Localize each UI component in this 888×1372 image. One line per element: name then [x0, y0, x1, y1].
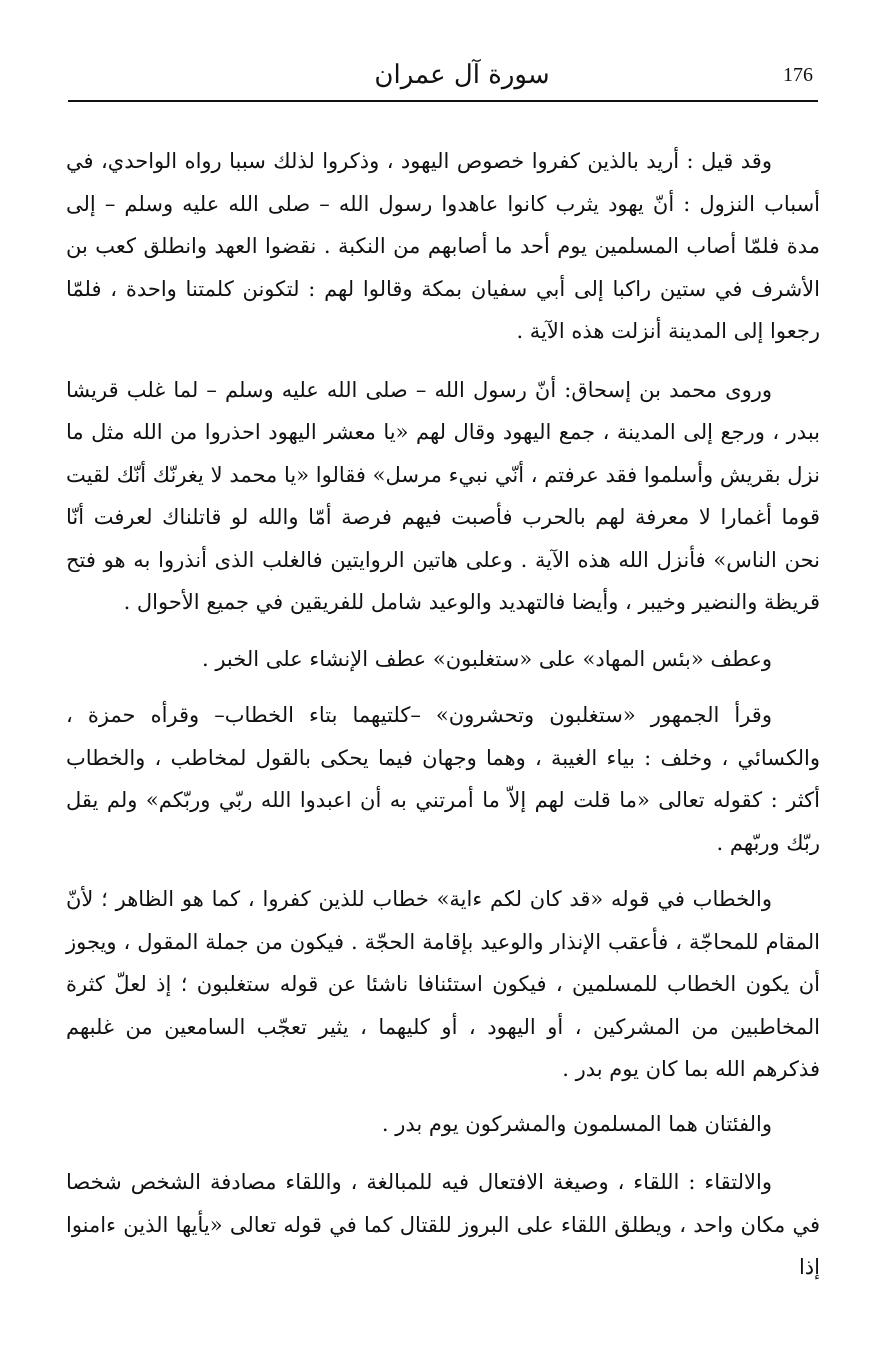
paragraph: وروى محمد بن إسحاق: أنّ رسول الله – صلى الله عليه وسلم – لما غلب قريشا ببدر ، ورجع إلى المدينة ، جمع اليهود وقال لهم «يا معشر اليهود احذروا من الله مثل ما نزل بقريش وأسلموا فقد عرفتم ، أنّي نبيء مرسل» فقالوا «يا محمد لا يغرنّك أنّك لقيت قوما أغمارا لا معرفة لهم بالحرب فأصبت فيهم فرصة أمّا والله لو قاتلناك لعرفت أنّا نحن الناس» فأنزل الله هذه الآية . وعلى هاتين الروايتين فالغلب الذى أنذروا به هو فتح قريظة والنضير وخيبر ، وأيضا فالتهديد والوعيد شامل للفريقين في جميع الأحوال . — [66, 377, 820, 614]
running-title: سورة آل عمران — [374, 60, 550, 90]
paragraph: وقرأ الجمهور «ستغلبون وتحشرون» –كلتيهما بتاء الخطاب– وقرأه حمزة ، والكسائي ، وخلف : بياء الغيبة ، وهما وجهان فيما يحكى بالقول لمخاطب ، والخطاب أكثر : كقوله تعالى «ما قلت لهم إلاّ ما أمرتني به أن اعبدوا الله ربّي وربّكم» ولم يقل ربّك وربّهم . — [66, 703, 820, 855]
page-number: 176 — [783, 64, 813, 86]
paragraph: والالتقاء : اللقاء ، وصيغة الافتعال فيه للمبالغة ، واللقاء مصادفة الشخص شخصا في مكان واحد ، ويطلق اللقاء على البروز للقتال كما في قوله تعالى «يأيها الذين ءامنوا إذا — [66, 1170, 820, 1279]
paragraph: والفئتان هما المسلمون والمشركون يوم بدر . — [381, 1111, 772, 1136]
paragraph: والخطاب في قوله «قد كان لكم ءاية» خطاب للذين كفروا ، كما هو الظاهر ؛ لأنّ المقام للمحاجّة ، فأعقب الإنذار والوعيد بإقامة الحجّة . فيكون من جملة المقول ، ويجوز أن يكون الخطاب للمسلمين ، فيكون استئنافا ناشئا عن قوله ستغلبون ؛ إذ لعلّ كثرة المخاطبين من المشركين ، أو اليهود ، أو كليهما ، يثير تعجّب السامعين من غلبهم فذكرهم الله بما كان يوم بدر . — [66, 887, 820, 1081]
page-body — [66, 140, 820, 1289]
paragraph: وقد قيل : أريد بالذين كفروا خصوص اليهود ، وذكروا لذلك سببا رواه الواحدي، في أسباب النزول : أنّ يهود يثرب كانوا عاهدوا رسول الله – صلى الله عليه وسلم – إلى مدة فلمّا أصاب المسلمين يوم أحد ما أصابهم من النكبة . نقضوا العهد وانطلق كعب بن الأشرف في ستين راكبا إلى أبي سفيان بمكة وقالوا لهم : لتكونن كلمتنا واحدة ، فلمّا رجعوا إلى المدينة أنزلت هذه الآية . — [66, 149, 820, 343]
header-divider — [68, 100, 818, 102]
page-header — [62, 56, 818, 100]
paragraph: وعطف «بئس المهاد» على «ستغلبون» عطف الإنشاء على الخبر . — [201, 646, 772, 671]
